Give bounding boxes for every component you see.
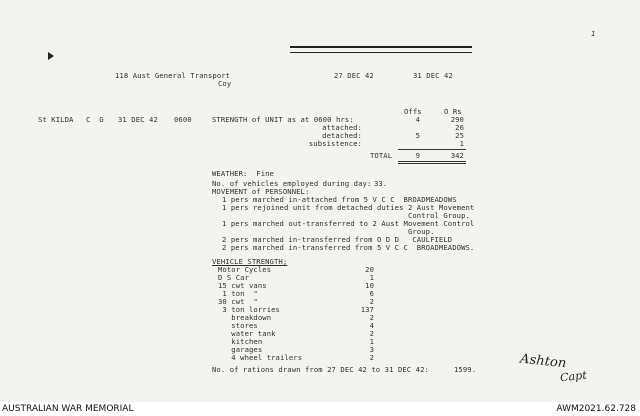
vehicle-value-4: 2 [369,297,374,306]
header-rule-bottom [290,52,472,53]
vehicle-value-3: 6 [369,289,374,298]
strength-ors-3: 1 [459,139,464,148]
strength-ors-1: 26 [455,123,464,132]
movement-line-6: 2 pers marched in-transferred from 5 V C C BROADMEADOWS. [222,243,475,252]
total-rule-bottom-1 [398,161,466,162]
vehicle-strength-heading: VEHICLE STRENGTH; [212,257,288,266]
movement-line-5: 2 pers marched in-transferred from O D D CAULFIELD [222,235,453,244]
entry-date: 31 DEC 42 [118,115,158,124]
total-offrs: 9 [415,151,420,160]
header-rule-top [290,46,472,48]
vehicle-label-9: kitchen [218,337,263,346]
rations-line: No. of rations drawn from 27 DEC 42 to 31 DEC 42: [212,365,429,374]
entry-place: St KILDA [38,115,74,124]
footer-reference: AWM2021.62.728 [556,404,636,414]
movement-line-4: Group. [222,227,435,236]
total-rule-bottom-2 [398,163,466,164]
movement-heading: MOVEMENT of PERSONNEL: [212,187,310,196]
vehicle-value-9: 1 [369,337,374,346]
vehicle-label-6: breakdown [218,313,272,322]
entry-grid: C G [86,115,104,124]
strength-label-0: STRENGTH of UNIT as at 0600 hrs: [212,115,354,124]
strength-label-2: detached: [322,131,362,140]
col-offrs-header: Offs [404,107,422,116]
vehicle-value-2: 10 [365,281,374,290]
vehicle-label-1: D S Car [218,273,249,282]
movement-line-0: 1 pers marched in-attached from 5 V C C BROADMEADOWS [222,195,457,204]
entry-time: 0600 [174,115,192,124]
vehicles-employed-line: No. of vehicles employed during day: [212,179,372,188]
vehicle-value-1: 1 [369,273,374,282]
vehicle-label-10: garages [218,345,263,354]
strength-label-1: attached: [322,123,362,132]
unit-name-cont: Coy [218,79,232,88]
total-rule-top [398,149,466,150]
vehicle-value-8: 2 [369,329,374,338]
vehicle-label-5: 3 ton lorries [218,305,280,314]
vehicle-value-10: 3 [369,345,374,354]
total-ors: 342 [450,151,464,160]
vehicle-label-3: 1 ton " [218,289,258,298]
vehicle-value-0: 20 [365,265,374,274]
total-label: TOTAL [370,151,393,160]
movement-line-2: Control Group. [222,211,470,220]
vehicles-employed-count: 33. [374,179,388,188]
vehicle-label-4: 30 cwt " [218,297,258,306]
vehicle-value-5: 137 [360,305,374,314]
signature-rank: Capt [559,368,588,385]
footer-institution: AUSTRALIAN WAR MEMORIAL [2,404,134,414]
vehicle-label-7: stores [218,321,258,330]
signature-name: Ashton [519,351,568,372]
strength-offrs-0: 4 [415,115,420,124]
strength-offrs-2: 5 [415,131,420,140]
vehicle-value-11: 2 [369,353,374,362]
vehicle-label-8: water tank [218,329,276,338]
rations-count: 1599. [454,365,477,374]
strength-label-3: subsistence: [308,139,362,148]
archive-footer [0,402,640,416]
vehicle-value-6: 2 [369,313,374,322]
period-to: 31 DEC 42 [413,71,453,80]
unit-name: 118 Aust General Transport [115,71,231,80]
strength-ors-2: 25 [455,131,464,140]
weather-line: WEATHER: Fine [212,169,274,178]
movement-line-1: 1 pers rejoined unit from detached duties 2 Aust Movement [222,203,475,212]
vehicle-label-0: Motor Cycles [218,265,272,274]
period-from: 27 DEC 42 [334,71,374,80]
col-ors-header: O Rs [444,107,462,116]
vehicle-value-7: 4 [369,321,374,330]
strength-ors-0: 290 [450,115,464,124]
vehicle-label-2: 15 cwt vans [218,281,267,290]
vehicle-label-11: 4 wheel trailers [218,353,303,362]
margin-arrow-icon [48,52,54,60]
movement-line-3: 1 pers marched out-transferred to 2 Aust Movement Control [222,219,475,228]
page-number: 1 [591,29,596,38]
